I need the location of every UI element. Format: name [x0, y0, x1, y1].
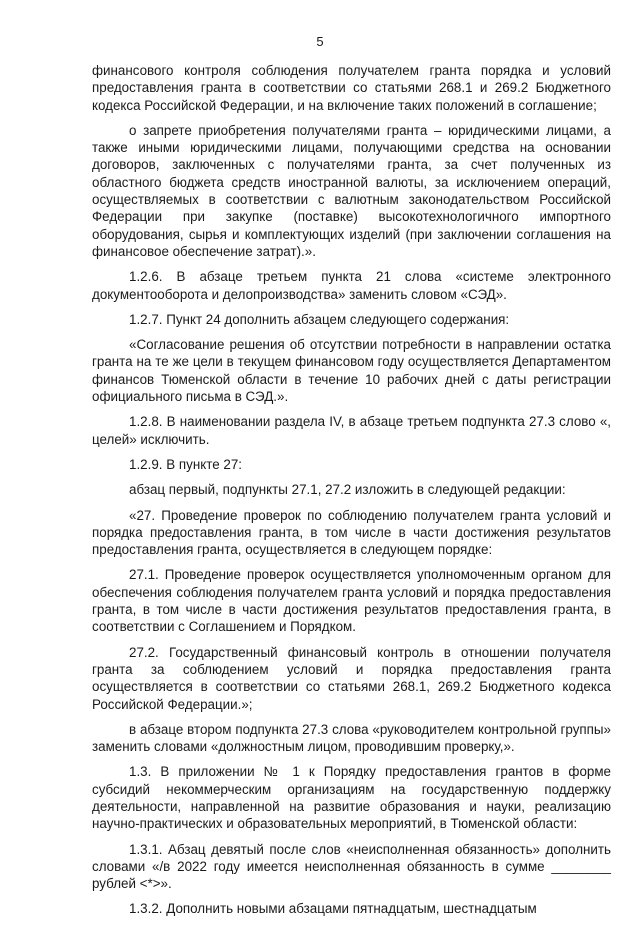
paragraph-7: 1.2.9. В пункте 27: — [129, 456, 242, 472]
paragraph-4: 1.2.7. Пункт 24 дополнить абзацем следующего содержания: — [129, 311, 510, 327]
paragraph-8: абзац первый, подпункты 27.1, 27.2 изложить в следующей редакции: — [129, 482, 566, 498]
paragraph-5: «Согласование решения об отсутствии потребности в направлении остатка гранта на те же цели в текущем финансовом году осуществляется Департаментом финансов Тюменской области в течение 10 рабочих дней с даты регистрации официального письма в СЭД.». — [92, 337, 611, 405]
paragraph-1: финансового контроля соблюдения получателем гранта порядка и условий предоставления гранта в соответствии со статьями 268.1 и 269.2 Бюджетного кодекса Российской Федерации, и на включение таких положений в соглашение; — [92, 63, 611, 113]
document-body — [92, 62, 611, 926]
paragraph-12: в абзаце втором подпункта 27.3 слова «руководителем контрольной группы» заменить словами «должностным лицом, проводившим проверку,». — [92, 721, 611, 755]
paragraph-9: «27. Проведение проверок по соблюдению получателем гранта условий и порядка предоставления гранта, в том числе в части достижения результатов предоставления гранта, осуществляется в следующем порядке: — [92, 507, 611, 558]
paragraph-2: о запрете приобретения получателями гранта – юридическими лицами, а также иными юридическими лицами, получающими средства на основании договоров, заключенных с получателями гранта, за счет полученных из областного бюджета средств иностранной валюты, за исключением операций, осуществляемых в соответствии с валютным законодательством Российской Федерации при закупке (поставке) высокотехнологичного импортного оборудования, сырья и комплектующих изделий (при заключении соглашения на финансовое обеспечение затрат).». — [92, 122, 611, 259]
paragraph-6: 1.2.8. В наименовании раздела IV, в абзаце третьем подпункта 27.3 слово «, целей» исключить. — [92, 414, 611, 447]
paragraph-3: 1.2.6. В абзаце третьем пункта 21 слова «системе электронного документооборота и делопроизводства» заменить словом «СЭД». — [92, 269, 611, 302]
paragraph-14: 1.3.1. Абзац девятый после слов «неисполненная обязанность» дополнить словами «/в 2022 году имеется неисполненная обязанность в сумме ________ рублей <*>». — [92, 841, 611, 892]
paragraph-10: 27.1. Проведение проверок осуществляется уполномоченным органом для обеспечения соблюдения получателем гранта условий и порядка предоставления гранта, в том числе в части достижения результатов предоставления гранта, в соответствии с Соглашением и Порядком. — [92, 567, 611, 635]
page-number: 5 — [316, 34, 324, 49]
paragraph-13: 1.3. В приложении № 1 к Порядку предоставления грантов в форме субсидий некоммерческим организациям на государственную поддержку деятельности, направленной на развитие образования и науки, реализацию научно-практических и образовательных мероприятий, в Тюменской области: — [92, 764, 611, 832]
paragraph-11: 27.2. Государственный финансовый контроль в отношении получателя гранта за соблюдением условий и порядка предоставления гранта осуществляется в соответствии со статьями 268.1, 269.2 Бюджетного кодекса Российской Федерации.»; — [92, 644, 611, 712]
paragraph-15: 1.3.2. Дополнить новыми абзацами пятнадцатым, шестнадцатым — [129, 901, 537, 917]
